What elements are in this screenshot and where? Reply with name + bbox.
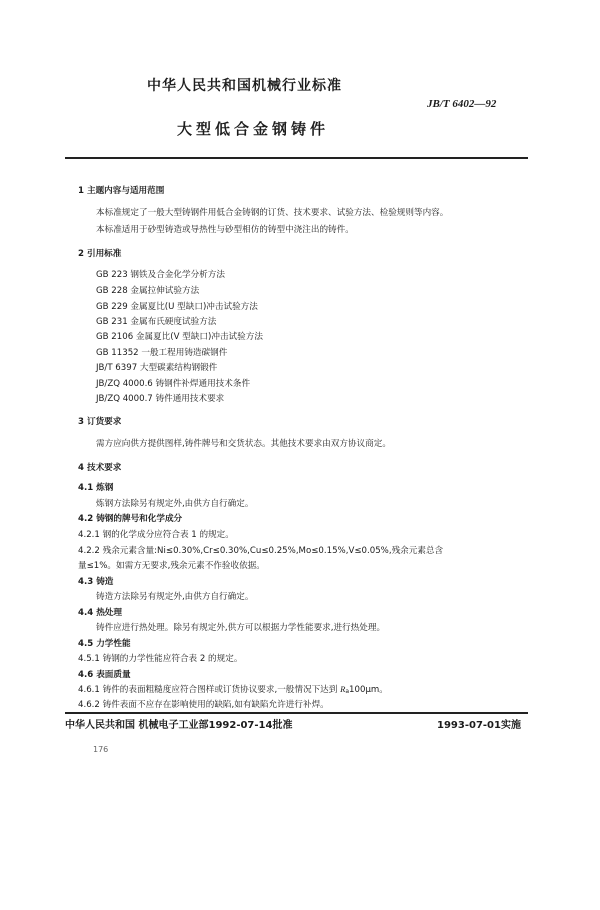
subsection-4-6-heading: 4.6 表面质量 — [78, 670, 131, 680]
section-1-paragraph-1: 本标准规定了一般大型铸钢件用低合金铸钢的订货、技术要求、试验方法、检验规则等内容。 — [96, 208, 449, 218]
clause-4-2-2-line-1: 4.2.2 残余元素含量:Ni≤0.30%,Cr≤0.30%,Cu≤0.25%,Mo≤0.15%,V≤0.05%,残余元素总含 — [78, 546, 444, 556]
reference-item: JB/ZQ 4000.6 铸钢件补焊通用技术条件 — [96, 379, 251, 389]
reference-item: GB 223 钢铁及合金化学分析方法 — [96, 270, 225, 280]
section-3-heading: 3 订货要求 — [78, 417, 122, 427]
clause-4-6-2: 4.6.2 铸件表面不应存在影响使用的缺陷,如有缺陷允许进行补焊。 — [78, 700, 329, 710]
reference-item: JB/ZQ 4000.7 铸件通用技术要求 — [96, 394, 225, 404]
subsection-4-5-heading: 4.5 力学性能 — [78, 639, 131, 649]
subsection-4-1-heading: 4.1 炼钢 — [78, 483, 114, 493]
standard-code: JB/T 6402—92 — [427, 98, 497, 110]
subsection-4-2-heading: 4.2 铸钢的牌号和化学成分 — [78, 514, 183, 524]
clause-4-5-1: 4.5.1 铸钢的力学性能应符合表 2 的规定。 — [78, 654, 243, 664]
section-3-paragraph: 需方应向供方提供图样,铸件牌号和交货状态。其他技术要求由双方协议商定。 — [96, 439, 391, 449]
reference-item: GB 228 金属拉伸试验方法 — [96, 286, 200, 296]
top-divider — [65, 157, 528, 159]
page-number: 176 — [93, 745, 109, 754]
org-title: 中华人民共和国机械行业标准 — [147, 78, 342, 94]
reference-item: GB 231 金属布氏硬度试验方法 — [96, 317, 217, 327]
subsection-4-3-text: 铸造方法除另有规定外,由供方自行确定。 — [96, 592, 254, 602]
clause-4-2-2-line-2: 量≤1%。如需方无要求,残余元素不作验收依据。 — [78, 561, 265, 571]
section-1-paragraph-2: 本标准适用于砂型铸造或导热性与砂型相仿的铸型中浇注出的铸件。 — [96, 225, 354, 235]
subsection-4-1-text: 炼钢方法除另有规定外,由供方自行确定。 — [96, 499, 254, 509]
clause-4-6-1-text: 4.6.1 铸件的表面粗糙度应符合图样或订货协议要求,一般情况下达到 — [78, 685, 341, 695]
document-title: 大型低合金钢铸件 — [177, 120, 330, 138]
subsection-4-4-text: 铸件应进行热处理。除另有规定外,供方可以根据力学性能要求,进行热处理。 — [96, 623, 386, 633]
section-4-heading: 4 技术要求 — [78, 463, 122, 473]
section-1-heading: 1 主题内容与适用范围 — [78, 186, 165, 196]
section-2-heading: 2 引用标准 — [78, 249, 122, 259]
approval-line: 中华人民共和国 机械电子工业部1992-07-14批准 — [65, 720, 293, 731]
bottom-divider — [65, 712, 528, 714]
roughness-symbol: R — [340, 684, 346, 694]
subsection-4-3-heading: 4.3 铸造 — [78, 577, 114, 587]
reference-item: GB 229 金属夏比(U 型缺口)冲击试验方法 — [96, 302, 258, 312]
effective-date: 1993-07-01实施 — [437, 720, 521, 731]
reference-item: GB 2106 金属夏比(V 型缺口)冲击试验方法 — [96, 332, 263, 342]
reference-item: JB/T 6397 大型碳素结构钢锻件 — [96, 363, 218, 373]
reference-item: GB 11352 一般工程用铸造碳钢件 — [96, 348, 228, 358]
roughness-subscript: a — [345, 688, 350, 695]
subsection-4-4-heading: 4.4 热处理 — [78, 608, 122, 618]
roughness-value: 100μm。 — [349, 685, 388, 695]
clause-4-6-1 — [78, 683, 388, 695]
clause-4-2-1: 4.2.1 钢的化学成分应符合表 1 的规定。 — [78, 530, 234, 540]
